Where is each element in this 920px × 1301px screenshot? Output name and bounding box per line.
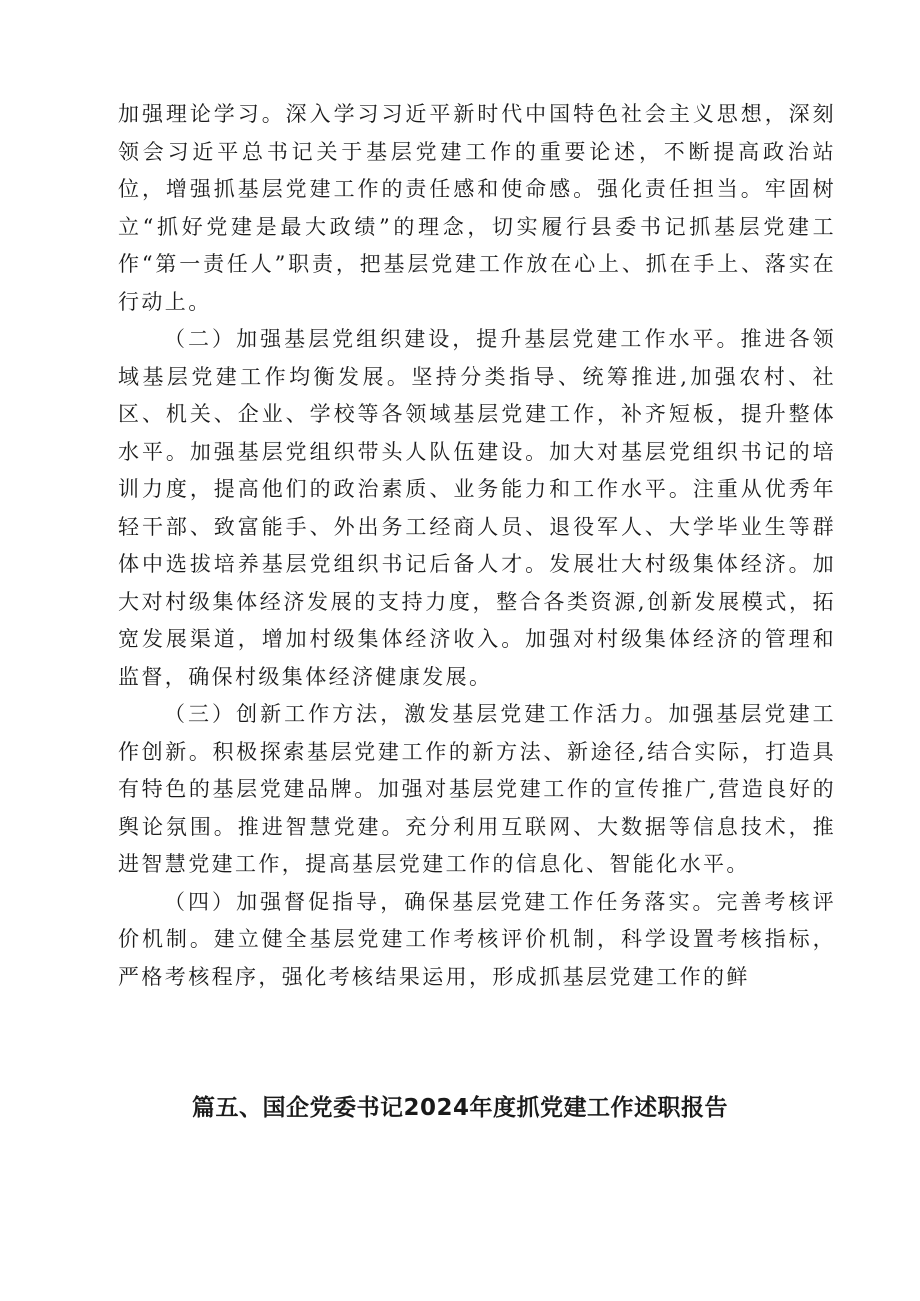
paragraph-section-4: （四）加强督促指导，确保基层党建工作任务落实。完善考核评价机制。建立健全基层党建工作考核评价机制，科学设置考核指标，严格考核程序，强化考核结果运用，形成抓基层党建工作的鲜 <box>118 889 836 989</box>
section-heading: 篇五、国企党委书记2024年度抓党建工作述职报告 <box>191 1095 728 1121</box>
paragraph-section-3: （三）创新工作方法，激发基层党建工作活力。加强基层党建工作创新。积极探索基层党建工作的新方法、新途径,结合实际，打造具有特色的基层党建品牌。加强对基层党建工作的宣传推广,营造良好的舆论氛围。推进智慧党建。充分利用互联网、大数据等信息技术，推进智慧党建工作，提高基层党建工作的信息化、智能化水平。 <box>118 702 836 876</box>
paragraph-section-2: （二）加强基层党组织建设，提升基层党建工作水平。推进各领域基层党建工作均衡发展。坚持分类指导、统筹推进,加强农村、社区、机关、企业、学校等各领域基层党建工作，补齐短板，提升整体水平。加强基层党组织带头人队伍建设。加大对基层党组织书记的培训力度，提高他们的政治素质、业务能力和工作水平。注重从优秀年轻干部、致富能手、外出务工经商人员、退役军人、大学毕业生等群体中选拔培养基层党组织书记后备人才。发展壮大村级集体经济。加大对村级集体经济发展的支持力度，整合各类资源,创新发展模式，拓宽发展渠道，增加村级集体经济收入。加强对村级集体经济的管理和监督，确保村级集体经济健康发展。 <box>118 327 836 689</box>
paragraph-theory-study: 加强理论学习。深入学习习近平新时代中国特色社会主义思想，深刻领会习近平总书记关于基层党建工作的重要论述，不断提高政治站位，增强抓基层党建工作的责任感和使命感。强化责任担当。牢固树立“抓好党建是最大政绩”的理念，切实履行县委书记抓基层党建工作“第一责任人”职责，把基层党建工作放在心上、抓在手上、落实在行动上。 <box>118 102 836 314</box>
document-body <box>118 96 836 996</box>
